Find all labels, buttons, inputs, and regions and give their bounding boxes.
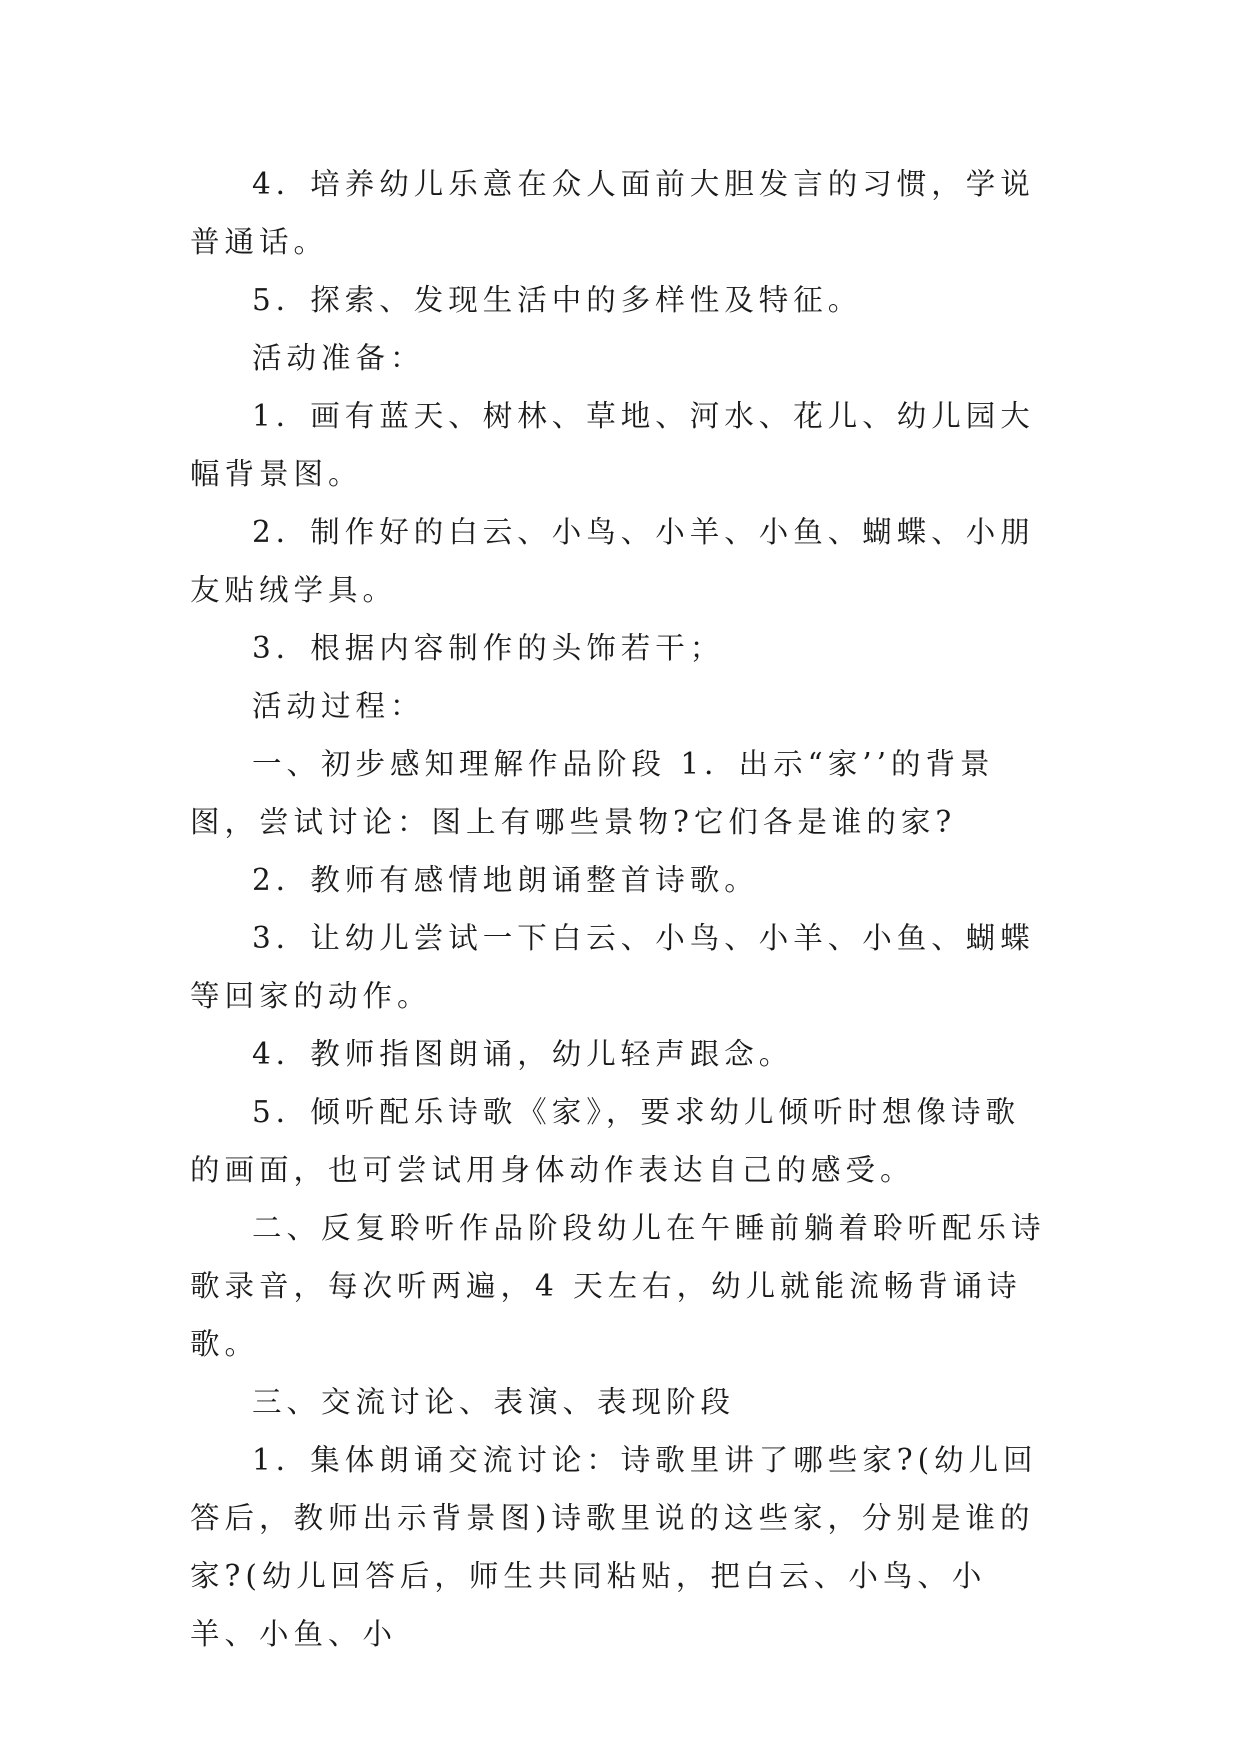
paragraph-goal-5: 5．探索、发现生活中的多样性及特征。 xyxy=(252,283,863,317)
document-body xyxy=(190,155,1050,1663)
heading-activity-process: 活动过程： xyxy=(252,689,425,723)
paragraph-process-3: 3．让幼儿尝试一下白云、小鸟、小羊、小鱼、蝴蝶等回家的动作。 xyxy=(190,921,1035,1013)
paragraph-process-2: 2．教师有感情地朗诵整首诗歌。 xyxy=(252,863,759,897)
paragraph-goal-4: 4．培养幼儿乐意在众人面前大胆发言的习惯，学说普通话。 xyxy=(190,167,1035,259)
paragraph-process-5: 5．倾听配乐诗歌《家》，要求幼儿倾听时想像诗歌的画面，也可尝试用身体动作表达自己的感受。 xyxy=(190,1095,1021,1187)
paragraph-preparation-2: 2．制作好的白云、小鸟、小羊、小鱼、蝴蝶、小朋友贴绒学具。 xyxy=(190,515,1035,607)
paragraph-process-4: 4．教师指图朗诵，幼儿轻声跟念。 xyxy=(252,1037,794,1071)
paragraph-preparation-1: 1．画有蓝天、树林、草地、河水、花儿、幼儿园大幅背景图。 xyxy=(190,399,1035,491)
paragraph-preparation-3: 3．根据内容制作的头饰若干； xyxy=(252,631,725,665)
paragraph-stage-1: 一、初步感知理解作品阶段 1．出示“家’’的背景图，尝试讨论：图上有哪些景物?它们各是谁的家? xyxy=(190,747,995,839)
paragraph-stage-3-item-1: 1．集体朗诵交流讨论：诗歌里讲了哪些家?(幼儿回答后，教师出示背景图)诗歌里说的这些家，分别是谁的家?(幼儿回答后，师生共同粘贴，把白云、小鸟、小羊、小鱼、小 xyxy=(190,1443,1038,1651)
paragraph-stage-2: 二、反复聆听作品阶段幼儿在午睡前躺着聆听配乐诗歌录音，每次听两遍，4 天左右，幼儿就能流畅背诵诗歌。 xyxy=(190,1211,1046,1361)
heading-stage-3: 三、交流讨论、表演、表现阶段 xyxy=(252,1385,736,1419)
heading-activity-preparation: 活动准备： xyxy=(252,341,425,375)
